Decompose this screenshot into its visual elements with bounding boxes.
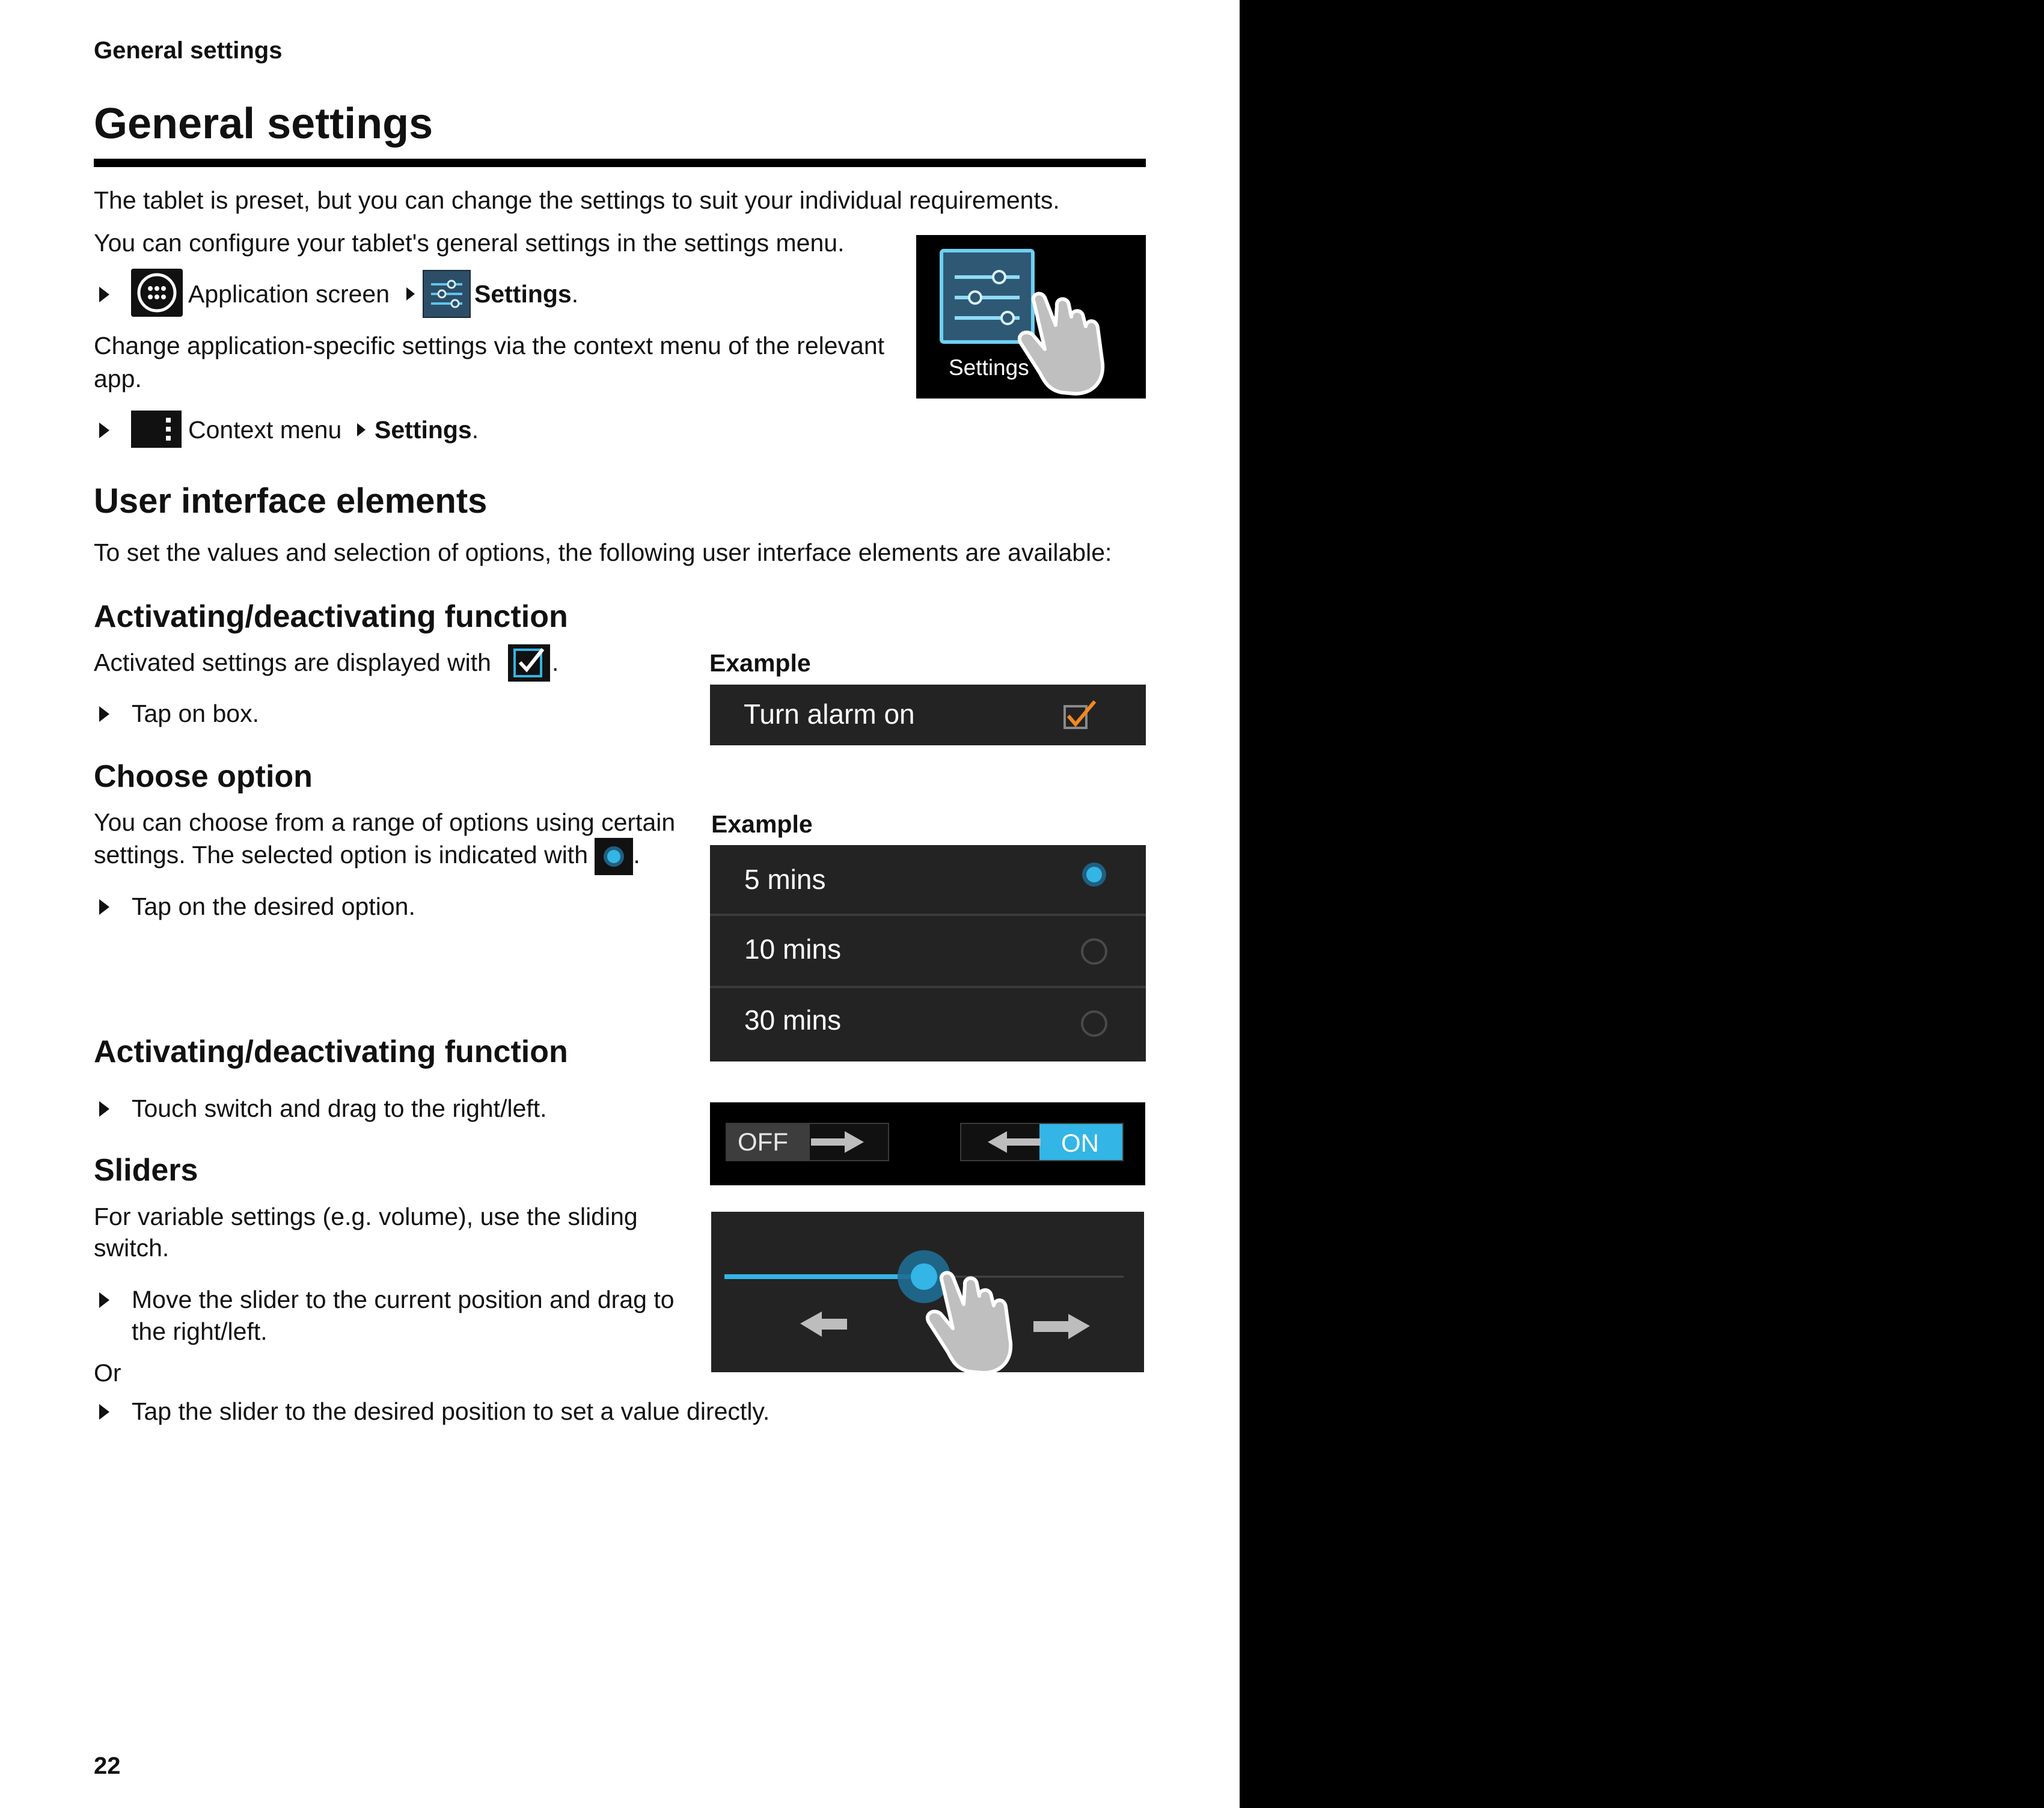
switch-example [710, 1102, 1145, 1185]
choose-option-text [94, 807, 695, 875]
option-label: 10 mins [744, 933, 842, 965]
page-number: 22 [94, 1753, 121, 1779]
switch-on[interactable] [960, 1123, 1124, 1161]
choose-option-step: Tap on the desired option. [132, 893, 415, 920]
alarm-checkbox[interactable] [1061, 698, 1101, 733]
example-label: Example [709, 649, 811, 677]
ui-elements-intro: To set the values and selection of options, the following user interface elements are available: [94, 539, 1112, 566]
checked-checkbox-icon [508, 644, 550, 682]
step2-context-menu: Context menu [188, 416, 342, 444]
running-header: General settings [94, 37, 283, 64]
activate-text-end: . [552, 649, 559, 676]
sliders-step-1: Move the slider to the current position and drag to the right/left. [132, 1286, 675, 1345]
step-arrow-icon [99, 706, 109, 722]
option-row[interactable] [710, 916, 1146, 986]
choose-option-heading: Choose option [94, 759, 313, 794]
step-arrow-icon [99, 287, 109, 302]
step-arrow-icon [99, 1404, 109, 1420]
switch-step: Touch switch and drag to the right/left. [132, 1095, 547, 1122]
intro-text-1: The tablet is preset, but you can change the settings to suit your individual requirements. [94, 186, 1060, 214]
intro-text-2: You can configure your tablet's general settings in the settings menu. [94, 229, 845, 257]
app-screen-icon [131, 269, 183, 317]
option-row[interactable] [710, 845, 1146, 914]
selected-radio-icon [595, 838, 633, 875]
change-settings-text: Change application-specific settings via the context menu of the relevant app. [94, 332, 885, 392]
switch-off-label: OFF [738, 1128, 788, 1156]
step-separator-icon [357, 423, 366, 436]
step2-end: . [471, 416, 479, 444]
slider-thumb[interactable] [911, 1263, 937, 1290]
switch-heading: Activating/deactivating function [94, 1034, 568, 1069]
settings-icon [423, 270, 471, 318]
step-separator-icon [406, 287, 415, 301]
option-radio[interactable] [1079, 1009, 1109, 1039]
step1-end: . [571, 280, 579, 308]
activate-step: Tap on box. [132, 700, 259, 727]
title-rule [94, 159, 1146, 167]
black-margin [1240, 0, 2044, 1808]
or-text: Or [94, 1359, 121, 1387]
step1-app-screen: Application screen [188, 280, 390, 308]
alarm-setting-label: Turn alarm on [744, 698, 915, 730]
choose-option-text-body: You can choose from a range of options using certain settings. The selected option is indicated with [94, 808, 676, 869]
step-arrow-icon [99, 1292, 109, 1308]
page-title: General settings [94, 100, 433, 148]
step-arrow-icon [99, 1101, 109, 1117]
activate-text: Activated settings are displayed with [94, 649, 491, 676]
arrow-right-icon [809, 1130, 866, 1154]
alarm-setting-row[interactable] [710, 685, 1146, 745]
arrow-left-icon [985, 1130, 1043, 1154]
sliders-heading: Sliders [94, 1153, 198, 1188]
option-label: 30 mins [744, 1004, 842, 1036]
step-arrow-icon [99, 423, 109, 438]
option-list [710, 845, 1146, 1061]
choose-option-text-end: . [633, 840, 640, 869]
step1-settings: Settings [474, 280, 572, 308]
option-radio-selected[interactable] [1079, 860, 1109, 890]
sliders-text: For variable settings (e.g. volume), use the sliding switch. [94, 1203, 638, 1262]
option-label: 5 mins [744, 864, 826, 895]
context-menu-icon [131, 411, 182, 448]
slider-example [711, 1212, 1144, 1372]
switch-on-label: ON [1061, 1129, 1099, 1157]
switch-off[interactable] [726, 1123, 889, 1161]
option-row[interactable] [710, 988, 1146, 1061]
step2-settings: Settings [375, 416, 472, 444]
activate-heading: Activating/deactivating function [94, 599, 568, 634]
example-label: Example [711, 810, 813, 838]
sliders-step-2: Tap the slider to the desired position to set a value directly. [132, 1397, 770, 1425]
arrow-right-icon [1033, 1314, 1090, 1339]
option-radio[interactable] [1079, 936, 1109, 967]
ui-elements-heading: User interface elements [94, 481, 488, 521]
settings-image-label: Settings [949, 355, 1029, 380]
settings-screenshot [916, 235, 1146, 399]
step-arrow-icon [99, 899, 109, 915]
arrow-left-icon [800, 1312, 847, 1337]
